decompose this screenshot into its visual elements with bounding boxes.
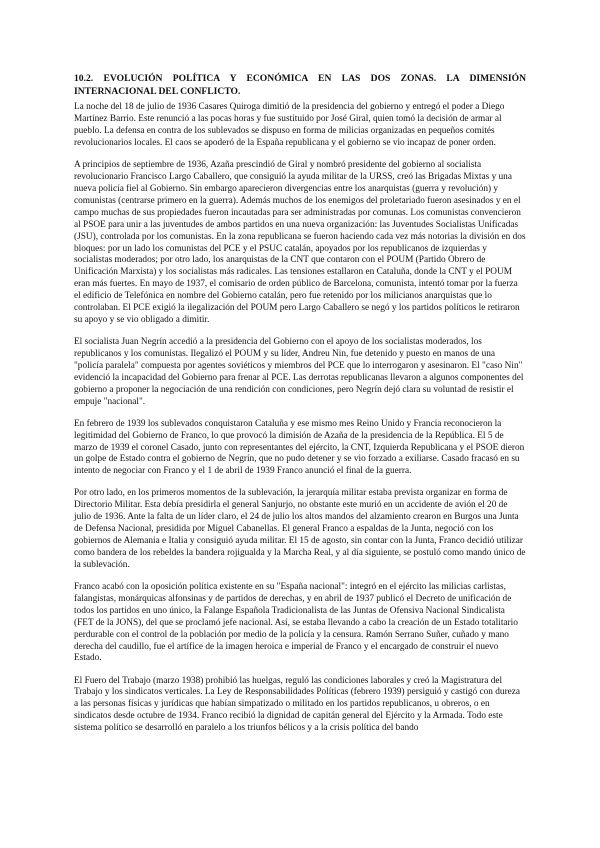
paragraph-fuero-trabajo: El Fuero del Trabajo (marzo 1938) prohibió las huelgas, reguló las condiciones laborales y creó la Magistratura del Trabajo y los sindicatos verticales. La Ley de Responsabilidades Políticas (febrero 1939) persiguió y castigó con dureza a las personas físicas y jurídicas que habían simpatizado o militado en los partidos republicanos, u obreros, o en sindicatos desde octubre de 1934. Franco recibió la dignidad de capitán general del Ejército y la Armada. Todo este sistema político se desarrolló en paralelo a los triunfos bélicos y a la crisis política del bando: [74, 675, 521, 734]
paragraph-franco-unification: Franco acabó con la oposición política existente en su "España nacional": integró en el ejército las milicias carlistas, falangistas, monárquicas alfonsinas y de partidos de derechas, y en abril de 1937 publicó el Decreto de unificación de todos los partidos en uno único, la Falange Española Tradicionalista de las Juntas de Ofensiva Nacional Sindicalista (FET de la JONS), del que se proclamó jefe nacional. Así, se estaba llevando a cabo la creación de un Estado totalitario perdurable con el control de la población por medio de la policía y la censura. Ramón Serrano Suñer, cuñado y mano derecha del caudillo, fue el artífice de la imagen heroica e imperial de Franco y el encargado de construir el nuevo Estado.: [74, 581, 518, 664]
paragraph-end-of-war: En febrero de 1939 los sublevados conquistaron Cataluña y ese mismo mes Reino Unido y Francia reconocieron la legitimidad del Gobierno de Franco, lo que provocó la dimisión de Azaña de la presidencia de la República. El 5 de marzo de 1939 el coronel Casado, junto con representantes del ejército, la CNT, Izquierda Republicana y el PSOE dieron un golpe de Estado contra el gobierno de Negrín, que no pudo detener y se vio forzado a exiliarse. Casado fracasó en su intento de negociar con Franco y el 1 de abril de 1939 Franco anunció el final de la guerra.: [74, 418, 525, 477]
section-heading: 10.2. EVOLUCIÓN POLÍTICA Y ECONÓMICA EN LAS DOS ZONAS. LA DIMENSIÓN INTERNACIONAL DEL CONFLICTO.: [74, 73, 526, 98]
paragraph-negrin: El socialista Juan Negrín accedió a la presidencia del Gobierno con el apoyo de los socialistas moderados, los republicanos y los comunistas. Ilegalizó el POUM y su líder, Andreu Nin, fue detenido y puesto en manos de una "policía paralela" compuesta por agentes soviéticos y miembros del PCE que lo interrogaron y asesinaron. El "caso Nin" evidenció la incapacidad del Gobierno para frenar al PCE. Las derrotas republicanas llevaron a algunos componentes del gobierno a proponer la negociación de una rendición con condiciones, pero Negrín dejó clara su voluntad de resistir el empuje "nacional".: [74, 337, 524, 407]
paragraph-giral-government: La noche del 18 de julio de 1936 Casares Quiroga dimitió de la presidencia del gobierno y entregó el poder a Diego Martínez Barrio. Este renunció a las pocas horas y fue sustituido por José Giral, quien tomó la decisión de armar al pueblo. La defensa en contra de los sublevados se dispuso en forma de milicias organizadas en pequeños comités revolucionarios locales. El caos se apoderó de la España republicana y el gobierno se vio incapaz de poner orden.: [74, 102, 505, 149]
paragraph-junta-defensa: Por otro lado, en los primeros momentos de la sublevación, la jerarquía militar estaba prevista organizar en forma de Directorio Militar. Esta debía presidirla el general Sanjurjo, no obstante este murió en un accidente de avión el 20 de julio de 1936. Ante la falta de un líder claro, el 24 de julio los altos mandos del alzamiento crearon en Burgos una Junta de Defensa Nacional, presidida por Miguel Cabanellas. El general Franco a espaldas de la Junta, negoció con los gobiernos de Alemania e Italia y consiguió ayuda militar. El 15 de agosto, sin contar con la Junta, Franco decidió utilizar como bandera de los rebeldes la bandera rojigualda y la Marcha Real, y al día siguiente, se postuló como mando único de la sublevación.: [74, 488, 526, 570]
paragraph-largo-caballero: A principios de septiembre de 1936, Azaña prescindió de Giral y nombró presidente del gobierno al socialista revolucionario Francisco Largo Caballero, que consiguió la ayuda militar de la URSS, creó las Brigadas Mixtas y una nueva policía fiel al Gobierno. Sin embargo aparecieron divergencias entre los anarquistas (guerra y revolución) y comunistas (centrarse primero en la guerra). Además muchos de los enemigos del proletariado fueron asesinados y en el campo muchas de sus propiedades fueron incautadas para ser administradas por comunas. Los comunistas convencieron al PSOE para unir a las juventudes de ambos partidos en una nueva organización: las Juventudes Socialistas Unificadas (JSU), controlada por los comunistas. En la zona republicana se fueron haciendo cada vez más notorias la división en dos bloques: por un lado los comunistas del PCE y el PSUC catalán, apoyados por los republicanos de izquierdas y socialistas moderados; por otro lado, los anarquistas de la CNT que contaron con el POUM (Partido Obrero de Unificación Marxista) y los socialistas más radicales. Las tensiones estallaron en Cataluña, donde la CNT y el POUM eran más fuertes. En mayo de 1937, el comisario de orden público de Barcelona, comunista, intentó tomar por la fuerza el edificio de Telefónica en nombre del Gobierno catalán, pero fue retenido por los milicianos anarquistas que lo controlaban. El PCE exigió la ilegalización del POUM pero Largo Caballero se negó y los partidos políticos le retiraron su apoyo y se vio obligado a dimitir.: [74, 160, 526, 325]
document-page: [74, 72, 526, 745]
